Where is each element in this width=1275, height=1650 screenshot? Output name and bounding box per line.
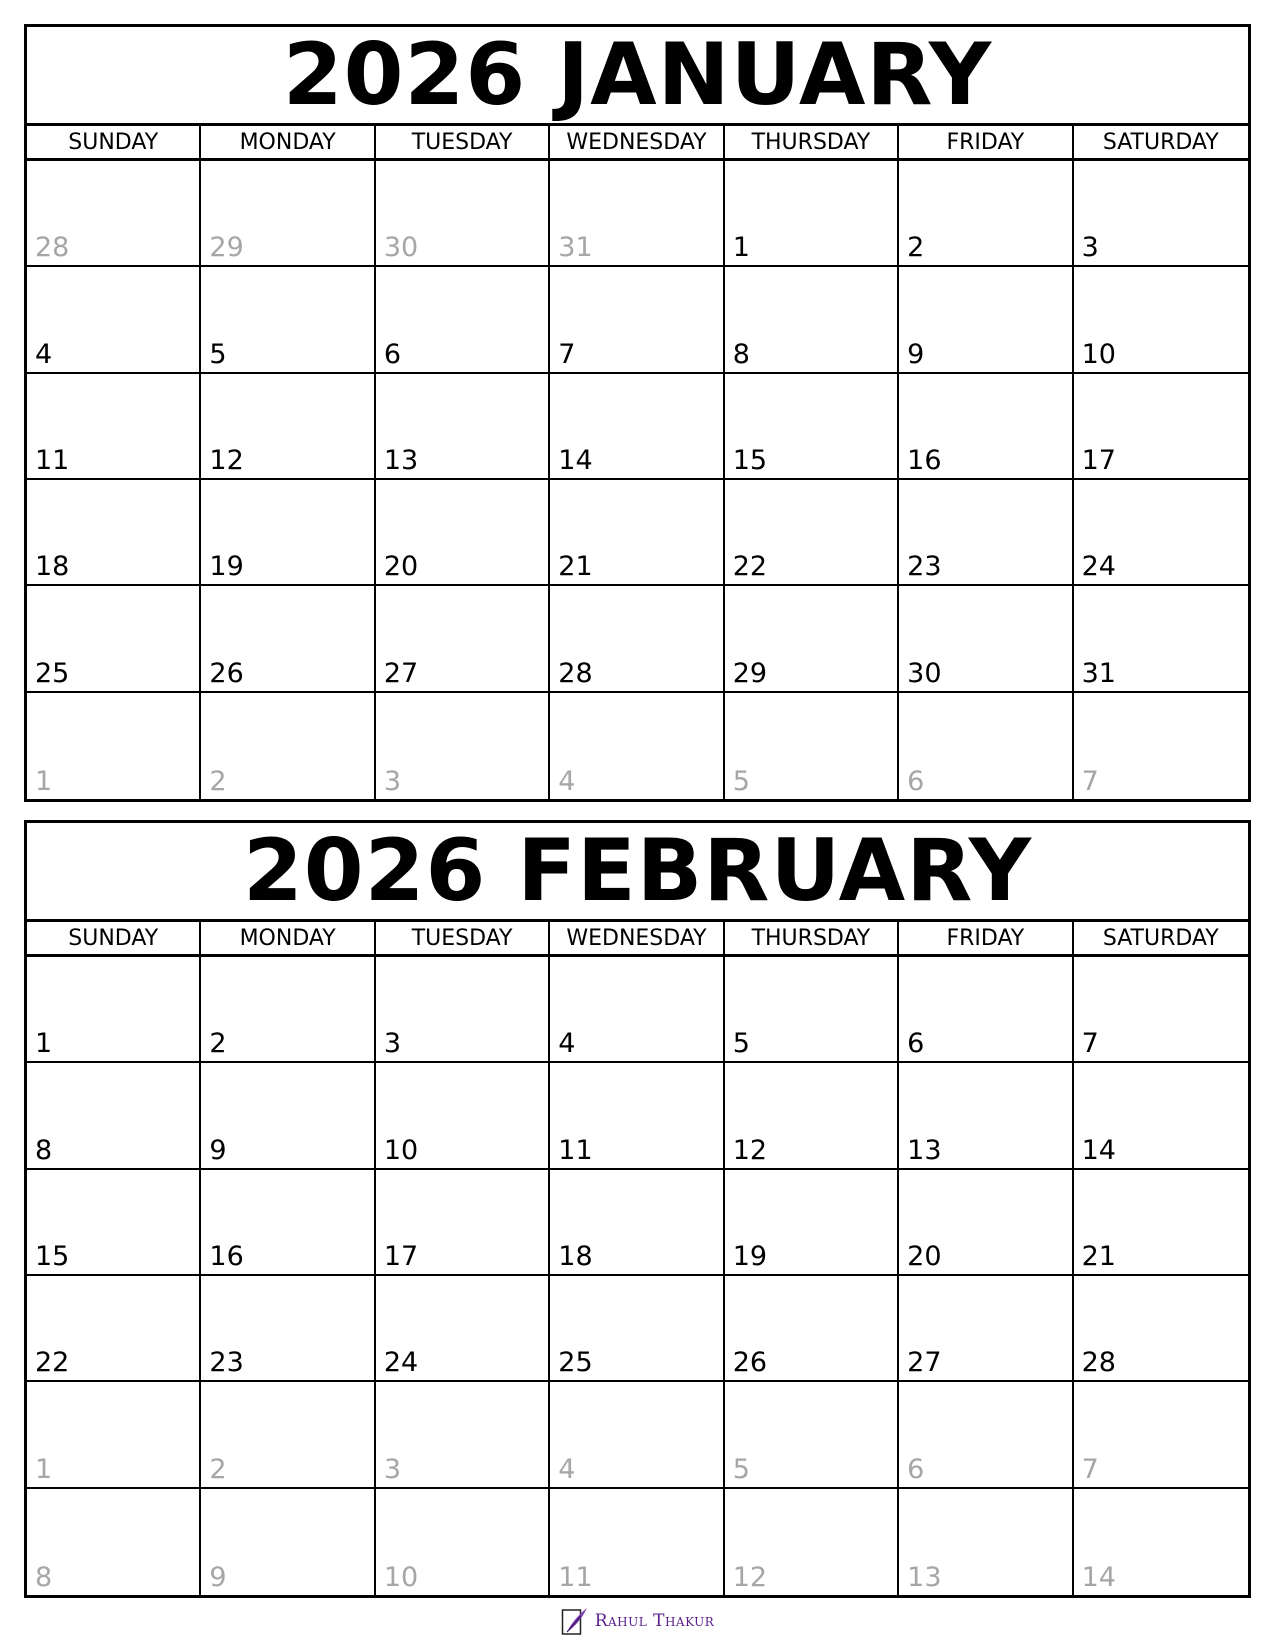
day-cell xyxy=(27,1170,201,1276)
day-cell xyxy=(27,586,201,692)
day-number: 11 xyxy=(558,1562,593,1593)
weekday-label: FRIDAY xyxy=(899,922,1073,954)
day-cell xyxy=(1074,1170,1248,1276)
weekday-label: FRIDAY xyxy=(899,126,1073,158)
day-number: 20 xyxy=(907,1241,942,1272)
day-number: 15 xyxy=(732,445,768,476)
day-number: 27 xyxy=(383,657,419,689)
day-cell xyxy=(725,267,899,373)
weekday-label: SUNDAY xyxy=(27,922,201,954)
day-cell xyxy=(27,957,201,1063)
day-number: 2 xyxy=(209,1453,227,1485)
month-title: 2026 FEBRUARY xyxy=(242,821,1033,921)
day-cell xyxy=(725,1170,899,1276)
day-cell xyxy=(376,957,550,1063)
feather-quill-icon xyxy=(561,1606,589,1636)
day-number: 14 xyxy=(558,445,593,476)
day-cell xyxy=(27,374,201,480)
weekday-label: SATURDAY xyxy=(1102,129,1219,155)
day-number: 7 xyxy=(1081,1028,1099,1060)
month-title: 2026 JANUARY xyxy=(282,25,993,125)
day-number: 16 xyxy=(907,445,942,476)
weekday-label: SUNDAY xyxy=(27,126,201,158)
day-number: 3 xyxy=(383,1453,402,1485)
day-cell-adjacent-month xyxy=(1074,1489,1248,1595)
day-number: 19 xyxy=(209,551,244,583)
day-cell xyxy=(725,957,899,1063)
day-cell xyxy=(725,374,899,480)
day-number: 21 xyxy=(558,551,593,583)
calendar-january xyxy=(24,24,1251,802)
day-cell xyxy=(899,1170,1073,1276)
day-number: 25 xyxy=(558,1347,593,1379)
day-cell-adjacent-month xyxy=(27,161,201,267)
day-number: 12 xyxy=(732,1562,768,1593)
day-number: 2 xyxy=(209,766,227,797)
day-number: 4 xyxy=(558,1453,576,1485)
day-cell xyxy=(27,1063,201,1169)
day-cell xyxy=(899,957,1073,1063)
day-number: 26 xyxy=(732,1347,768,1379)
day-number: 18 xyxy=(35,551,70,583)
day-cell xyxy=(201,957,375,1063)
day-number: 14 xyxy=(1081,1134,1116,1166)
day-number: 9 xyxy=(209,1562,227,1593)
day-number: 10 xyxy=(1081,338,1116,370)
day-cell xyxy=(1074,161,1248,267)
day-cell xyxy=(1074,586,1248,692)
day-number: 1 xyxy=(732,232,750,264)
weekday-label: MONDAY xyxy=(201,126,375,158)
day-cell xyxy=(899,161,1073,267)
day-cell xyxy=(201,267,375,373)
day-cell-adjacent-month xyxy=(376,693,550,799)
day-cell-adjacent-month xyxy=(201,1489,375,1595)
day-cell xyxy=(899,586,1073,692)
weekday-header-row xyxy=(27,922,1248,957)
day-number: 6 xyxy=(383,338,402,370)
day-number: 12 xyxy=(209,445,244,476)
day-cell xyxy=(1074,267,1248,373)
day-number: 10 xyxy=(383,1562,419,1593)
day-number: 28 xyxy=(35,232,70,264)
day-number: 5 xyxy=(732,766,750,797)
day-cell xyxy=(376,374,550,480)
day-number: 16 xyxy=(209,1241,244,1272)
weekday-label: THURSDAY xyxy=(725,126,899,158)
day-cell xyxy=(550,1170,724,1276)
day-number: 9 xyxy=(907,338,925,370)
day-cell xyxy=(376,1170,550,1276)
day-cell-adjacent-month xyxy=(201,161,375,267)
day-cell xyxy=(899,1276,1073,1382)
day-number: 29 xyxy=(732,657,768,689)
day-cell xyxy=(376,267,550,373)
day-grid xyxy=(27,161,1248,799)
day-cell-adjacent-month xyxy=(376,161,550,267)
day-cell xyxy=(1074,480,1248,586)
day-number: 11 xyxy=(558,1134,593,1166)
day-number: 26 xyxy=(209,657,244,689)
day-number: 15 xyxy=(35,1241,70,1272)
day-number: 12 xyxy=(732,1134,768,1166)
day-number: 5 xyxy=(732,1028,750,1060)
day-cell-adjacent-month xyxy=(725,1489,899,1595)
day-cell xyxy=(899,480,1073,586)
day-number: 19 xyxy=(732,1241,768,1272)
day-cell xyxy=(725,1063,899,1169)
day-cell xyxy=(201,586,375,692)
brand-name: Rahul Thakur xyxy=(594,1611,715,1631)
weekday-label: SATURDAY xyxy=(1102,925,1219,951)
day-number: 30 xyxy=(383,232,419,264)
day-cell xyxy=(550,374,724,480)
day-number: 31 xyxy=(1081,657,1116,689)
day-cell-adjacent-month xyxy=(725,1382,899,1488)
day-number: 17 xyxy=(383,1241,419,1272)
day-cell xyxy=(201,1170,375,1276)
day-number: 24 xyxy=(383,1347,419,1379)
weekday-label: TUESDAY xyxy=(376,126,550,158)
day-number: 5 xyxy=(209,338,227,370)
day-cell xyxy=(1074,1063,1248,1169)
day-cell xyxy=(376,1276,550,1382)
day-number: 6 xyxy=(907,1453,925,1485)
day-number: 21 xyxy=(1081,1241,1116,1272)
day-number: 22 xyxy=(35,1347,70,1379)
day-number: 6 xyxy=(907,766,925,797)
footer-brand xyxy=(0,1603,1275,1639)
day-cell xyxy=(376,480,550,586)
day-number: 9 xyxy=(209,1134,227,1166)
day-cell xyxy=(376,1063,550,1169)
day-grid xyxy=(27,957,1248,1595)
day-number: 2 xyxy=(209,1028,227,1060)
day-cell-adjacent-month xyxy=(899,1382,1073,1488)
calendar-title xyxy=(27,27,1248,126)
day-number: 13 xyxy=(383,445,419,476)
day-number: 1 xyxy=(35,1453,53,1485)
day-cell xyxy=(550,957,724,1063)
day-number: 30 xyxy=(907,657,942,689)
day-cell xyxy=(27,1276,201,1382)
day-cell-adjacent-month xyxy=(725,693,899,799)
day-cell xyxy=(550,586,724,692)
day-cell-adjacent-month xyxy=(550,1382,724,1488)
day-number: 3 xyxy=(383,1028,402,1060)
day-number: 7 xyxy=(1081,1453,1099,1485)
day-cell xyxy=(1074,1276,1248,1382)
calendar-title xyxy=(27,823,1248,922)
day-number: 6 xyxy=(907,1028,925,1060)
day-cell-adjacent-month xyxy=(899,693,1073,799)
weekday-label: MONDAY xyxy=(201,922,375,954)
day-number: 10 xyxy=(383,1134,419,1166)
day-cell xyxy=(725,1276,899,1382)
day-cell xyxy=(1074,374,1248,480)
day-cell xyxy=(725,586,899,692)
day-cell-adjacent-month xyxy=(376,1382,550,1488)
day-number: 1 xyxy=(35,1028,53,1060)
weekday-header-row xyxy=(27,126,1248,161)
day-number: 31 xyxy=(558,232,593,264)
day-number: 4 xyxy=(558,766,576,797)
day-cell xyxy=(27,480,201,586)
day-number: 13 xyxy=(907,1134,942,1166)
weekday-label: TUESDAY xyxy=(376,922,550,954)
day-cell xyxy=(550,480,724,586)
day-number: 3 xyxy=(1081,232,1099,264)
day-number: 2 xyxy=(907,232,925,264)
day-cell-adjacent-month xyxy=(550,1489,724,1595)
day-cell-adjacent-month xyxy=(899,1489,1073,1595)
day-number: 1 xyxy=(35,766,53,797)
day-number: 7 xyxy=(558,338,576,370)
day-cell xyxy=(201,374,375,480)
day-cell-adjacent-month xyxy=(201,693,375,799)
day-number: 4 xyxy=(558,1028,576,1060)
day-number: 13 xyxy=(907,1562,942,1593)
day-number: 5 xyxy=(732,1453,750,1485)
day-cell-adjacent-month xyxy=(376,1489,550,1595)
day-number: 28 xyxy=(1081,1347,1116,1379)
day-number: 7 xyxy=(1081,766,1099,797)
day-cell xyxy=(376,586,550,692)
day-cell xyxy=(725,480,899,586)
day-cell xyxy=(899,1063,1073,1169)
day-number: 29 xyxy=(209,232,244,264)
day-cell xyxy=(201,1063,375,1169)
day-cell xyxy=(27,267,201,373)
weekday-label: THURSDAY xyxy=(725,922,899,954)
day-cell-adjacent-month xyxy=(27,1382,201,1488)
day-cell xyxy=(550,1276,724,1382)
day-cell xyxy=(201,1276,375,1382)
day-cell-adjacent-month xyxy=(27,1489,201,1595)
day-cell xyxy=(899,267,1073,373)
day-cell xyxy=(725,161,899,267)
day-cell-adjacent-month xyxy=(550,161,724,267)
day-number: 14 xyxy=(1081,1562,1116,1593)
day-cell xyxy=(899,374,1073,480)
weekday-label: WEDNESDAY xyxy=(550,922,724,954)
day-number: 27 xyxy=(907,1347,942,1379)
day-number: 24 xyxy=(1081,551,1116,583)
day-number: 23 xyxy=(907,551,942,583)
day-number: 28 xyxy=(558,657,593,689)
day-number: 8 xyxy=(35,1134,53,1166)
day-number: 22 xyxy=(732,551,768,583)
day-number: 20 xyxy=(383,551,419,583)
day-cell-adjacent-month xyxy=(1074,693,1248,799)
day-number: 17 xyxy=(1081,445,1116,476)
day-cell-adjacent-month xyxy=(201,1382,375,1488)
day-cell-adjacent-month xyxy=(27,693,201,799)
weekday-label: WEDNESDAY xyxy=(550,126,724,158)
day-number: 8 xyxy=(35,1562,53,1593)
calendar-february xyxy=(24,820,1251,1598)
day-cell xyxy=(550,267,724,373)
day-number: 23 xyxy=(209,1347,244,1379)
day-number: 25 xyxy=(35,657,70,689)
day-number: 4 xyxy=(35,338,53,370)
day-cell xyxy=(201,480,375,586)
day-cell xyxy=(1074,957,1248,1063)
day-number: 11 xyxy=(35,445,70,476)
day-cell xyxy=(550,1063,724,1169)
day-number: 18 xyxy=(558,1241,593,1272)
day-number: 8 xyxy=(732,338,750,370)
day-cell-adjacent-month xyxy=(550,693,724,799)
day-cell-adjacent-month xyxy=(1074,1382,1248,1488)
day-number: 3 xyxy=(383,766,402,797)
